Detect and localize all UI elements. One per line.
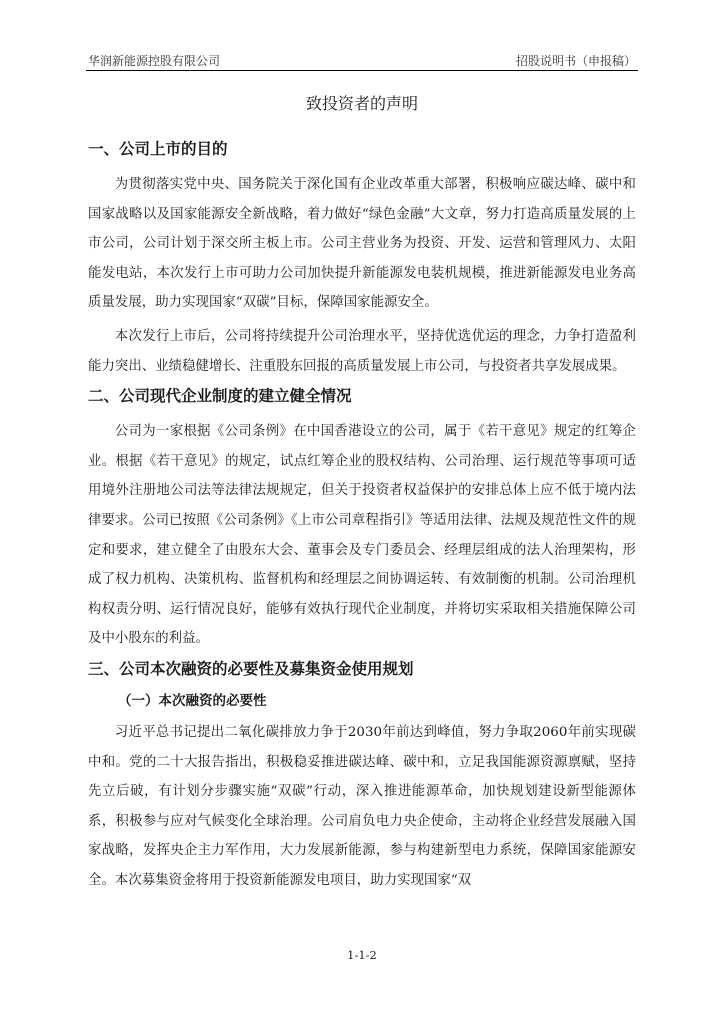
section-heading: 二、公司现代企业制度的建立健全情况 — [88, 387, 352, 406]
paragraph: 习近平总书记提出二氧化碳排放力争于2030年前达到峰值，努力争取2060年前实现碳中和。党的二十大报告指出，积极稳妥推进碳达峰、碳中和，立足我国能源资源禀赋，坚持先立后破，有计划分步骤实施“双碳”行动，深入推进能源革命，加快规划建设新型能源体系，积极参与应对气候变化全球治理。公司肩负电力央企使命，主动将企业经营发展融入国家战略，发挥央企主力军作用，大力发展新能源，参与构建新型电力系统，保障国家能源安全。本次募集资金将用于投资新能源发电项目，助力实现国家“双 — [88, 724, 636, 888]
paragraph: 本次发行上市后，公司将持续提升公司治理水平，坚持优选优运的理念，力争打造盈利能力突出、业绩稳健增长、注重股东回报的高质量发展上市公司，与投资者共享发展成果。 — [88, 328, 636, 374]
section-corporate-governance — [88, 385, 636, 654]
page-number: 1-1-2 — [347, 948, 377, 962]
paragraph: 为贯彻落实党中央、国务院关于深化国有企业改革重大部署，积极响应碳达峰、碳中和国家战略以及国家能源安全新战略，着力做好“绿色金融”大文章，努力打造高质量发展的上市公司，公司计划于深交所主板上市。公司主营业务为投资、开发、运营和管理风力、太阳能发电站，本次发行上市可助力公司加快提升新能源发电装机规模，推进新能源发电业务高质量发展，助力实现国家“双碳”目标，保障国家能源安全。 — [88, 177, 636, 311]
subsection-heading: （一）本次融资的必要性 — [118, 692, 267, 709]
header-divider — [86, 70, 638, 71]
page-header — [86, 52, 638, 70]
page-title: 致投资者的声明 — [305, 94, 418, 113]
section-financing-necessity — [88, 658, 636, 896]
section-heading: 三、公司本次融资的必要性及募集资金使用规划 — [88, 659, 414, 678]
header-document-type: 招股说明书（申报稿） — [515, 54, 636, 68]
section-heading: 一、公司上市的目的 — [88, 140, 228, 158]
paragraph: 公司为一家根据《公司条例》在中国香港设立的公司，属于《若干意见》规定的红筹企业。根据《若干意见》的规定，试点红筹企业的股权结构、公司治理、运行规范等事项可适用境外注册地公司法等法律法规规定，但关于投资者权益保护的安排总体上应不低于境内法律要求。公司已按照《公司条例》《上市公司章程指引》等适用法律、法规及规范性文件的规定和要求，建立健全了由股东大会、董事会及专门委员会、经理层组成的法人治理架构，形成了权力机构、决策机构、监督机构和经理层之间协调运转、有效制衡的机制。公司治理机构权责分明、运行情况良好，能够有效执行现代企业制度，并将切实采取相关措施保障公司及中小股东的利益。 — [88, 424, 636, 647]
document-body — [88, 92, 636, 899]
header-company-name: 华润新能源控股有限公司 — [88, 54, 221, 68]
section-listing-purpose — [88, 138, 636, 381]
